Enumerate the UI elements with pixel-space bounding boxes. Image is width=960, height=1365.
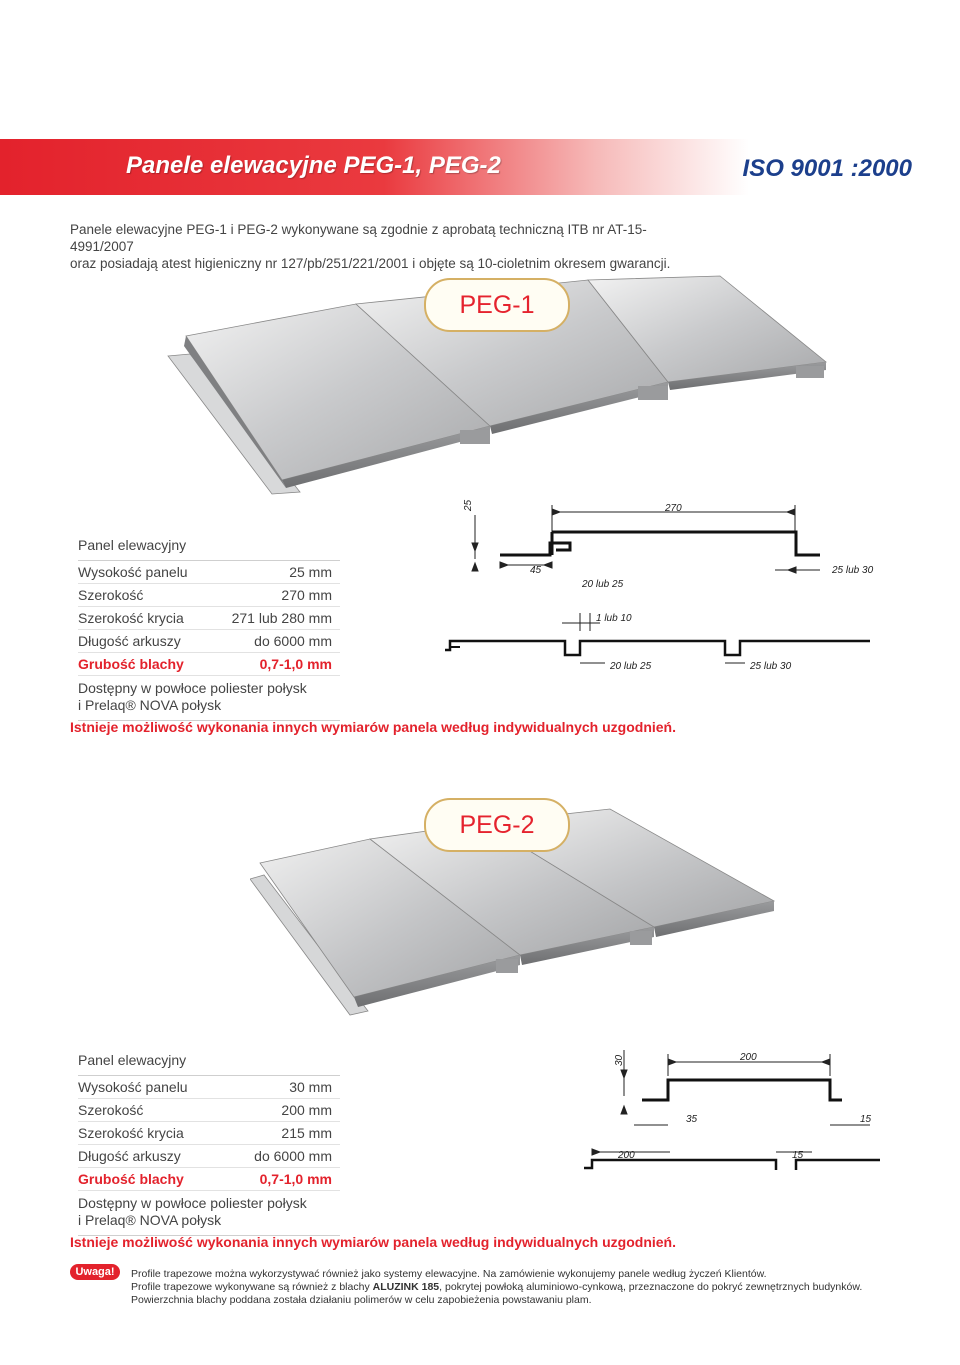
spec-value: 271 lub 280 mm — [231, 610, 332, 626]
footer-line-2 — [131, 1281, 891, 1294]
spec-value: 25 mm — [289, 564, 332, 580]
spec-label: Szerokość krycia — [78, 610, 184, 626]
peg2-dim-15-bottom: 15 — [792, 1150, 804, 1161]
spec-label: Długość arkuszy — [78, 633, 181, 649]
peg1-dim-25-30-bottom: 25 lub 30 — [750, 661, 792, 672]
peg2-dim-35: 35 — [686, 1114, 698, 1125]
peg1-dim-height: 25 — [463, 499, 474, 511]
peg1-label: PEG-1 — [424, 278, 570, 332]
intro-line-2: oraz posiadają atest higieniczny nr 127/pb/251/221/2001 i objęte są 10-cioletnim okresem gwarancji. — [70, 256, 671, 271]
peg2-dim-200-bottom: 200 — [618, 1150, 635, 1161]
peg1-notice: Istnieje możliwość wykonania innych wymiarów panela według indywidualnych uzgodnień. — [70, 719, 676, 735]
peg1-dim-20-25-top: 20 lub 25 — [582, 579, 624, 590]
footer-line-3: Powierzchnia blachy poddana została działaniu polimerów w celu zapobieżenia powstawaniu plam. — [131, 1294, 592, 1306]
spec-note-line-2: i Prelaq® NOVA połysk — [78, 1212, 222, 1228]
peg1-dim-25-30-top: 25 lub 30 — [832, 565, 874, 576]
spec-label: Szerokość — [78, 1102, 144, 1118]
peg1-dim-20-25-bottom: 20 lub 25 — [610, 661, 652, 672]
spec-row — [78, 1122, 340, 1145]
footer-line-2-text-end: , pokrytej powłoką aluminiowo-cynkową, przeznaczone do pokryć zewnętrznych budynków. — [439, 1281, 863, 1293]
intro-text — [70, 221, 710, 272]
spec-title: Panel elewacyjny — [78, 1052, 340, 1076]
spec-value: do 6000 mm — [254, 633, 332, 649]
spec-title: Panel elewacyjny — [78, 537, 340, 561]
spec-row-thickness — [78, 653, 340, 676]
spec-value: 200 mm — [281, 1102, 332, 1118]
spec-row — [78, 630, 340, 653]
peg1-spec-table — [78, 537, 340, 721]
iso-badge: ISO 9001 :2000 — [742, 155, 912, 182]
peg1-dim-width: 270 — [665, 503, 682, 514]
spec-label: Wysokość panelu — [78, 1079, 188, 1095]
peg2-spec-table — [78, 1052, 340, 1236]
warning-badge: Uwaga! — [70, 1264, 120, 1280]
spec-row-thickness — [78, 1168, 340, 1191]
spec-label: Wysokość panelu — [78, 564, 188, 580]
spec-row — [78, 1099, 340, 1122]
spec-note-line-1: Dostępny w powłoce poliester połysk — [78, 680, 307, 696]
peg1-dim-1-10: 1 lub 10 — [596, 613, 632, 624]
peg2-dim-15-top: 15 — [860, 1114, 872, 1125]
footer-note — [131, 1268, 891, 1307]
spec-row — [78, 561, 340, 584]
peg2-dim-height: 30 — [614, 1054, 625, 1066]
spec-value: 215 mm — [281, 1125, 332, 1141]
spec-label: Długość arkuszy — [78, 1148, 181, 1164]
spec-label: Szerokość krycia — [78, 1125, 184, 1141]
peg2-label: PEG-2 — [424, 798, 570, 852]
spec-note — [78, 1191, 340, 1236]
spec-row — [78, 1076, 340, 1099]
spec-value: 270 mm — [281, 587, 332, 603]
spec-value: do 6000 mm — [254, 1148, 332, 1164]
page-title: Panele elewacyjne PEG-1, PEG-2 — [126, 152, 501, 179]
peg2-dim-width: 200 — [740, 1052, 757, 1063]
spec-value: 30 mm — [289, 1079, 332, 1095]
spec-row — [78, 607, 340, 630]
spec-note-line-2: i Prelaq® NOVA połysk — [78, 697, 222, 713]
spec-label: Grubość blachy — [78, 1171, 184, 1187]
footer-line-2-bold: ALUZINK 185 — [372, 1281, 440, 1293]
peg2-notice: Istnieje możliwość wykonania innych wymiarów panela według indywidualnych uzgodnień. — [70, 1234, 676, 1250]
spec-note — [78, 676, 340, 721]
footer-line-1: Profile trapezowe można wykorzystywać również jako systemy elewacyjne. Na zamówienie wykonujemy panele według życzeń Klientów. — [131, 1268, 767, 1280]
spec-value: 0,7-1,0 mm — [259, 656, 332, 672]
peg1-dim-45: 45 — [530, 565, 542, 576]
footer-line-2-text: Profile trapezowe wykonywane są również z blachy — [131, 1281, 373, 1293]
spec-label: Szerokość — [78, 587, 144, 603]
peg2-profile-drawing — [580, 1040, 880, 1170]
spec-note-line-1: Dostępny w powłoce poliester połysk — [78, 1195, 307, 1211]
spec-row — [78, 584, 340, 607]
spec-row — [78, 1145, 340, 1168]
spec-value: 0,7-1,0 mm — [259, 1171, 332, 1187]
peg1-profile-drawing — [440, 495, 880, 685]
spec-label: Grubość blachy — [78, 656, 184, 672]
intro-line-1: Panele elewacyjne PEG-1 i PEG-2 wykonywane są zgodnie z aprobatą techniczną ITB nr AT-15-4991/2007 — [70, 222, 647, 254]
